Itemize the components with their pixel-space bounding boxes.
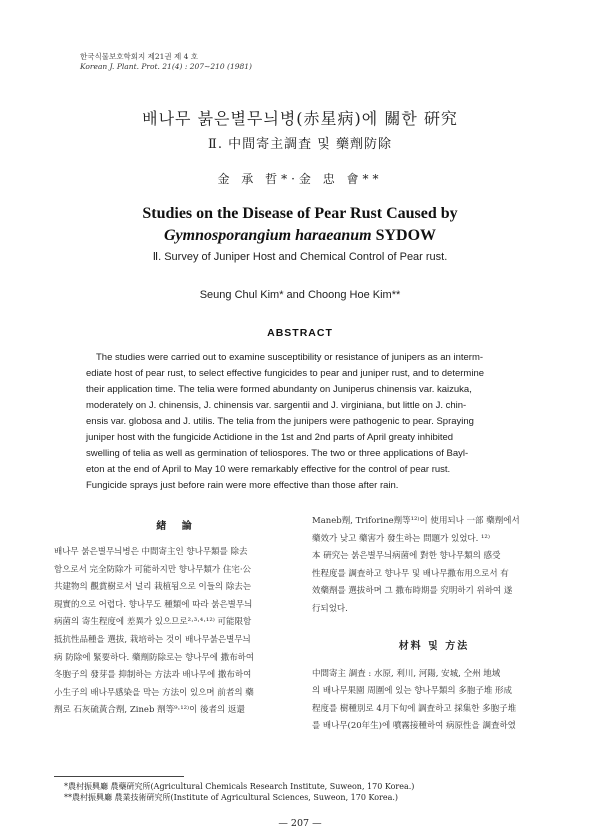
text-line: 冬胞子의 發芽를 抑制하는 方法과 배나무에 撒布하여 [54,670,252,681]
introduction-heading: 緖 論 [156,521,198,532]
abstract-line: Fungicide sprays just before rain were more effective than those after rain. [86,480,399,491]
korean-subtitle: Ⅱ. 中間寄主調査 및 藥劑防除 [208,137,392,152]
journal-citation: Korean J. Plant. Prot. 21(4) : 207∼210 (1981) [80,62,252,71]
text-line: 藥效가 낮고 藥害가 發生하는 問題가 있었다. ¹²⁾ [312,533,490,544]
introduction-continued [312,513,556,619]
english-authors: Seung Chul Kim* and Choong Hoe Kim** [199,289,401,301]
footnotes [64,781,414,803]
footnote-affiliation-1: *農村振興廳 農藥硏究所(Agricultural Chemicals Research Institute, Suweon, 170 Korea.) [64,782,415,791]
text-line: 抵抗性品種을 選拔, 栽培하는 것이 배나무붉은별무늬 [54,634,251,645]
footnote-affiliation-2: **農村振興廳 農業技術硏究所(Institute of Agricultural Sciences, Suweon, 170 Korea.) [64,793,399,802]
text-line: Maneb劑, Triforine劑等¹²⁾이 使用되나 一部 藥劑에서 [312,516,520,526]
text-line: 小生子의 배나무感染을 막는 方法이 있으며 前者의 藥 [54,687,254,698]
text-line: 行되었다. [312,603,348,614]
journal-name-korean: 한국식물보호학회지 제21권 제 4 호 [80,52,199,61]
abstract-line: moderately on J. chinensis, J. chinensis var. sargentii and J. virginiana, but little on J. chin- [86,400,467,411]
text-line: 病菌의 寄生程度에 差異가 있으므로²·³·⁴·¹²⁾ 可能限함 [54,617,252,628]
pathogen-name: Gymnosporangium haraeanum [163,227,372,244]
right-column [312,513,556,736]
text-line: 의 배나무果園 周圍에 있는 향나무類의 多胞子堆 形成 [312,686,513,697]
abstract-line: ensis var. globosa and J. utilis. The telia from the junipers were pathogenic to pear. Spraying [86,416,474,427]
abstract-line: ediate host of pear rust, to select effective fungicides to pear and juniper rust, and to determine [86,368,485,379]
abstract-heading: ABSTRACT [267,327,333,339]
abstract-line: The studies were carried out to examine susceptibility or resistance of junipers as an interm- [96,352,484,363]
abstract-line: their application time. The telia were formed abundanty on Juniperus chinensis var. kaizuka, [86,384,472,395]
pathogen-author: SYDOW [371,227,437,244]
methods-heading: 材料 및 方法 [398,640,470,652]
left-column [54,516,300,720]
text-line: 배나무 붉은별무늬병은 中間寄主인 향나무類를 除去 [54,547,248,557]
korean-title: 배나무 붉은별무늬병(赤星病)에 關한 硏究 [142,109,458,128]
text-line: 中間寄主 調査 : 水原, 利川, 河陽, 安城, 仝州 地域 [312,668,501,679]
english-subtitle: Ⅱ. Survey of Juniper Host and Chemical Control of Pear rust. [152,251,448,263]
text-line: 效藥劑를 選拔하며 그 撒布時期를 究明하기 위하여 遂 [312,586,513,597]
text-line: 性程度를 調査하고 향나무 및 배나무撒布用으로서 有 [312,568,509,579]
text-line: 共建物의 觀賞樹로서 널리 栽植됨으로 이들의 除去는 [54,582,252,593]
text-line: 를 배나무(20年生)에 噴霧接種하여 病原性을 調査하였 [312,721,516,732]
text-line: 病 防除에 緊要하다. 藥劑防除로는 향나무에 撒布하여 [54,652,255,663]
journal-header [80,52,252,72]
abstract-line: swelling of telia as well as germination of teliospores. The two or three applications of Bayl- [86,448,469,459]
text-line: 劑로 石灰硫黃合劑, Zineb 劑等⁹·¹²⁾이 後者의 返還 [54,705,245,716]
text-line: 함으로서 完全防除가 可能하지만 향나무類가 住宅·公 [54,564,252,575]
text-line: 程度를 樹種別로 4月下旬에 調査하고 採集한 多胞子堆 [312,703,517,714]
footnote-divider [54,776,184,777]
page-number: — 207 — [278,818,322,829]
english-title [0,203,600,247]
korean-authors: 金 承 哲*·金 忠 會** [217,172,383,186]
introduction-text [54,544,300,720]
abstract-body [86,350,516,494]
text-line: 現實的으로 어렵다. 향나무도 種類에 따라 붉은별무늬 [54,599,253,610]
abstract-line: eton at the end of April to May 10 were remarkably effective for the control of pear rust. [86,464,451,475]
abstract-line: juniper host with the fungicide Actidione in the 1st and 2nd parts of April greaty inhibited [86,432,454,443]
english-title-line-2 [0,225,600,247]
text-line: 本 硏究는 붉은별무늬病菌에 對한 향나무類의 感受 [312,551,501,562]
english-title-line-1: Studies on the Disease of Pear Rust Caused by [142,205,458,222]
methods-text [312,666,556,736]
